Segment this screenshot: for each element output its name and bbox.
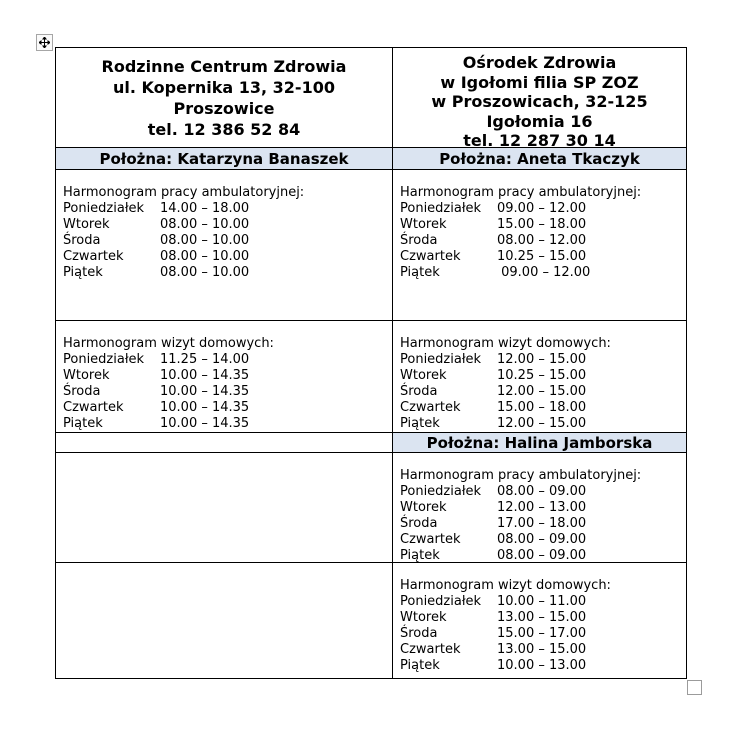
schedule-title: Harmonogram wizyt domowych:	[400, 336, 611, 351]
day-label: Wtorek	[400, 500, 447, 515]
day-label: Czwartek	[63, 400, 124, 415]
schedule-row	[400, 548, 686, 563]
schedule-row	[400, 352, 686, 368]
facility-phone-line: tel. 12 386 52 84	[147, 120, 301, 139]
schedule-title: Harmonogram pracy ambulatoryjnej:	[400, 185, 642, 200]
hours-value: 15.00 – 18.00	[497, 217, 587, 232]
facility-phone-line: tel. 12 287 30 14	[463, 131, 616, 148]
day-label: Środa	[63, 233, 101, 248]
hours-value: 11.25 – 14.00	[160, 352, 250, 367]
schedule-row	[400, 642, 686, 658]
facility-address-line: w Proszowicach, 32-125	[431, 92, 648, 111]
schedule-row	[63, 400, 392, 416]
hours-value: 08.00 – 10.00	[160, 217, 250, 232]
hours-value: 10.25 – 15.00	[497, 249, 587, 264]
table-move-handle[interactable]	[36, 34, 53, 51]
day-label: Poniedziałek	[400, 484, 482, 499]
schedule-table	[55, 47, 687, 679]
schedule-row	[63, 416, 392, 432]
day-label: Środa	[63, 384, 101, 399]
empty-cell	[56, 433, 393, 453]
hours-value: 10.00 – 14.35	[160, 368, 250, 383]
midwife-name: Położna: Aneta Tkaczyk	[439, 149, 640, 168]
day-label: Czwartek	[400, 532, 461, 547]
schedule-row	[400, 416, 686, 432]
midwife-name: Położna: Halina Jamborska	[426, 433, 653, 452]
schedule-row	[400, 610, 686, 626]
schedule-row	[400, 384, 686, 400]
hours-value: 12.00 – 15.00	[497, 384, 587, 399]
schedule-row	[63, 249, 392, 265]
midwife-row-aneta	[393, 148, 686, 170]
day-label: Wtorek	[400, 217, 447, 232]
schedule-row	[400, 368, 686, 384]
empty-cell	[56, 453, 393, 563]
schedule-block-halina-ambulatory	[393, 453, 686, 563]
day-label: Wtorek	[63, 217, 110, 232]
midwife-name: Położna: Katarzyna Banaszek	[99, 149, 349, 168]
day-label: Czwartek	[63, 249, 124, 264]
schedule-row	[63, 368, 392, 384]
day-label: Czwartek	[400, 249, 461, 264]
day-label: Piątek	[400, 548, 440, 563]
facility-branch-line: w Igołomi filia SP ZOZ	[440, 72, 639, 92]
facility-name-line: Rodzinne Centrum Zdrowia	[101, 57, 347, 76]
schedule-row	[400, 500, 686, 516]
hours-value: 08.00 – 12.00	[497, 233, 587, 248]
day-label: Wtorek	[400, 610, 447, 625]
hours-value: 08.00 – 09.00	[497, 532, 587, 547]
hours-value: 08.00 – 09.00	[497, 484, 587, 499]
schedule-row	[400, 516, 686, 532]
hours-value: 09.00 – 12.00	[497, 201, 587, 216]
schedule-row	[400, 201, 686, 217]
schedule-row	[63, 201, 392, 217]
day-label: Czwartek	[400, 400, 461, 415]
day-label: Poniedziałek	[400, 201, 482, 216]
schedule-block-katarzyna-home	[56, 321, 393, 433]
schedule-row	[400, 484, 686, 500]
schedule-block-aneta-home	[393, 321, 686, 433]
facility-city-line: Igołomia 16	[486, 111, 593, 131]
schedule-block-halina-home	[393, 563, 686, 678]
schedule-row	[400, 594, 686, 610]
schedule-row	[400, 265, 686, 281]
day-label: Wtorek	[63, 368, 110, 383]
hours-value: 09.00 – 12.00	[497, 265, 591, 280]
day-label: Środa	[400, 384, 438, 399]
schedule-row	[400, 249, 686, 265]
day-label: Poniedziałek	[400, 352, 482, 367]
day-label: Środa	[400, 516, 438, 531]
facility-header-right	[393, 48, 686, 148]
day-label: Piątek	[400, 658, 440, 673]
day-label: Środa	[400, 626, 438, 641]
table-resize-handle[interactable]	[687, 680, 702, 695]
schedule-title: Harmonogram wizyt domowych:	[63, 336, 274, 351]
hours-value: 15.00 – 17.00	[497, 626, 587, 641]
midwife-row-katarzyna	[56, 148, 393, 170]
hours-value: 10.00 – 14.35	[160, 384, 250, 399]
facility-header-left	[56, 48, 393, 148]
hours-value: 14.00 – 18.00	[160, 201, 250, 216]
hours-value: 12.00 – 15.00	[497, 352, 587, 367]
hours-value: 08.00 – 10.00	[160, 249, 250, 264]
hours-value: 12.00 – 15.00	[497, 416, 587, 431]
hours-value: 08.00 – 10.00	[160, 233, 250, 248]
facility-city-line: Proszowice	[173, 99, 275, 118]
schedule-title: Harmonogram wizyt domowych:	[400, 578, 611, 593]
hours-value: 10.00 – 11.00	[497, 594, 587, 609]
schedule-row	[400, 217, 686, 233]
schedule-row	[63, 233, 392, 249]
day-label: Wtorek	[400, 368, 447, 383]
schedule-row	[400, 233, 686, 249]
schedule-row	[63, 217, 392, 233]
schedule-row	[400, 532, 686, 548]
hours-value: 10.00 – 14.35	[160, 400, 250, 415]
hours-value: 12.00 – 13.00	[497, 500, 587, 515]
move-cross-icon	[39, 37, 50, 48]
schedule-block-aneta-ambulatory	[393, 170, 686, 321]
day-label: Piątek	[63, 416, 103, 431]
schedule-row	[400, 400, 686, 416]
schedule-row	[63, 265, 392, 281]
hours-value: 10.25 – 15.00	[497, 368, 587, 383]
day-label: Środa	[400, 233, 438, 248]
day-label: Poniedziałek	[63, 352, 145, 367]
day-label: Piątek	[63, 265, 103, 280]
hours-value: 15.00 – 18.00	[497, 400, 587, 415]
hours-value: 08.00 – 09.00	[497, 548, 587, 563]
schedule-row	[400, 658, 686, 674]
hours-value: 13.00 – 15.00	[497, 610, 587, 625]
schedule-block-katarzyna-ambulatory	[56, 170, 393, 321]
hours-value: 10.00 – 14.35	[160, 416, 250, 431]
hours-value: 10.00 – 13.00	[497, 658, 587, 673]
day-label: Piątek	[400, 265, 440, 280]
schedule-row	[63, 384, 392, 400]
empty-cell	[56, 563, 393, 678]
day-label: Czwartek	[400, 642, 461, 657]
hours-value: 13.00 – 15.00	[497, 642, 587, 657]
day-label: Poniedziałek	[400, 594, 482, 609]
schedule-row	[63, 352, 392, 368]
midwife-row-halina	[393, 433, 686, 453]
facility-name-line: Ośrodek Zdrowia	[462, 53, 617, 72]
day-label: Poniedziałek	[63, 201, 145, 216]
schedule-row	[400, 626, 686, 642]
facility-address-line: ul. Kopernika 13, 32-100	[113, 78, 335, 97]
schedule-title: Harmonogram pracy ambulatoryjnej:	[63, 185, 305, 200]
schedule-title: Harmonogram pracy ambulatoryjnej:	[400, 468, 642, 483]
hours-value: 17.00 – 18.00	[497, 516, 587, 531]
day-label: Piątek	[400, 416, 440, 431]
hours-value: 08.00 – 10.00	[160, 265, 250, 280]
